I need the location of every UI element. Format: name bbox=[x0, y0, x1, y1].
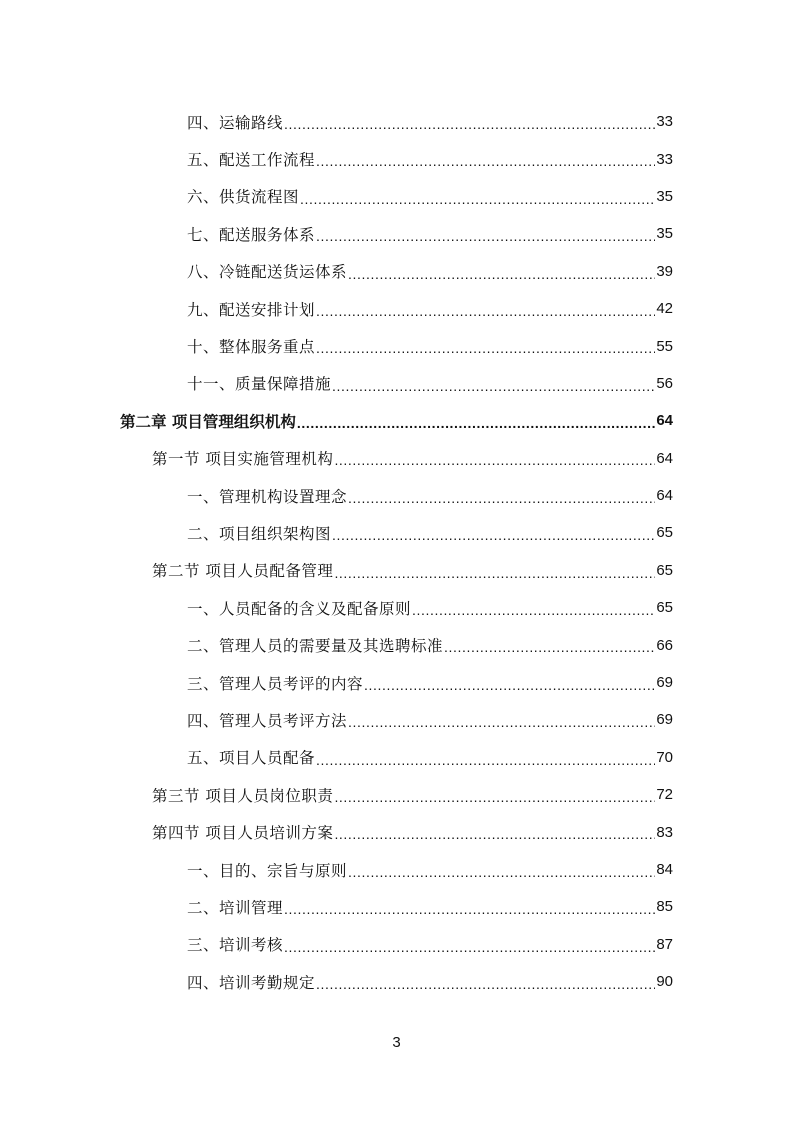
toc-dot-leader bbox=[348, 265, 655, 281]
toc-section-entry[interactable] bbox=[0, 813, 793, 850]
toc-entry-page: 70 bbox=[656, 748, 673, 766]
toc-entry[interactable] bbox=[0, 178, 793, 215]
toc-entry-page: 64 bbox=[656, 412, 673, 430]
toc-entry-page: 90 bbox=[656, 973, 673, 991]
toc-dot-leader bbox=[297, 414, 655, 430]
toc-entry[interactable] bbox=[0, 664, 793, 701]
toc-entry-page: 64 bbox=[656, 449, 673, 467]
toc-entry-page: 84 bbox=[656, 861, 673, 878]
toc-dot-leader bbox=[348, 713, 655, 729]
toc-entry-title: 第二节 项目人员配备管理 bbox=[152, 562, 334, 581]
toc-entry[interactable] bbox=[0, 477, 793, 514]
toc-entry-page: 64 bbox=[656, 487, 673, 505]
toc-entry[interactable] bbox=[0, 365, 793, 402]
toc-dot-leader bbox=[284, 938, 655, 954]
toc-entry-title: 四、运输路线 bbox=[187, 113, 284, 132]
toc-dot-leader bbox=[316, 302, 655, 318]
toc-dot-leader bbox=[316, 751, 655, 767]
toc-entry-page: 56 bbox=[656, 374, 673, 392]
toc-entry-title: 三、管理人员考评的内容 bbox=[187, 674, 364, 693]
toc-entry[interactable] bbox=[0, 963, 793, 1000]
toc-entry-title: 一、管理机构设置理念 bbox=[187, 487, 348, 506]
toc-entry-page: 83 bbox=[656, 823, 673, 841]
toc-entry-title: 六、供货流程图 bbox=[187, 188, 300, 207]
toc-entry-page: 65 bbox=[656, 524, 673, 542]
toc-entry-title: 二、项目组织架构图 bbox=[187, 524, 332, 543]
toc-entry-page: 69 bbox=[656, 674, 673, 692]
toc-dot-leader bbox=[334, 451, 655, 467]
toc-entry[interactable] bbox=[0, 626, 793, 663]
toc-dot-leader bbox=[334, 825, 655, 841]
toc-entry[interactable] bbox=[0, 888, 793, 925]
toc-dot-leader bbox=[316, 227, 655, 243]
toc-dot-leader bbox=[348, 489, 655, 505]
toc-dot-leader bbox=[316, 152, 655, 168]
toc-entry-page: 42 bbox=[656, 300, 673, 318]
toc-entry-page: 85 bbox=[656, 898, 673, 916]
toc-dot-leader bbox=[332, 377, 655, 393]
toc-entry-page: 65 bbox=[656, 599, 673, 617]
toc-entry[interactable] bbox=[0, 851, 793, 888]
toc-entry-title: 九、配送安排计划 bbox=[187, 300, 316, 319]
toc-entry[interactable] bbox=[0, 926, 793, 963]
toc-dot-leader bbox=[412, 601, 655, 617]
toc-entry-page: 87 bbox=[656, 935, 673, 953]
toc-entry-title: 五、项目人员配备 bbox=[187, 749, 316, 768]
toc-entry-title: 四、管理人员考评方法 bbox=[187, 711, 348, 730]
toc-entry[interactable] bbox=[0, 103, 793, 140]
toc-entry-page: 33 bbox=[656, 113, 673, 131]
toc-dot-leader bbox=[284, 115, 655, 131]
toc-entry-title: 一、人员配备的含义及配备原则 bbox=[187, 599, 412, 618]
toc-dot-leader bbox=[348, 863, 655, 879]
toc-chapter-entry[interactable] bbox=[0, 402, 793, 439]
toc-entry-title: 二、培训管理 bbox=[187, 898, 284, 917]
toc-dot-leader bbox=[334, 564, 655, 580]
toc-entry-title: 四、培训考勤规定 bbox=[187, 973, 316, 992]
toc-entry[interactable] bbox=[0, 140, 793, 177]
toc-entry-title: 第三节 项目人员岗位职责 bbox=[152, 786, 334, 805]
toc-dot-leader bbox=[444, 638, 655, 654]
toc-entry[interactable] bbox=[0, 215, 793, 252]
toc-entry-title: 十、整体服务重点 bbox=[187, 338, 316, 357]
toc-dot-leader bbox=[364, 676, 655, 692]
toc-entry-title: 八、冷链配送货运体系 bbox=[187, 263, 348, 282]
toc-entry-page: 33 bbox=[656, 150, 673, 168]
toc-entry[interactable] bbox=[0, 327, 793, 364]
toc-entry-title: 第二章 项目管理组织机构 bbox=[120, 412, 296, 431]
toc-entry[interactable] bbox=[0, 290, 793, 327]
toc-entry-title: 七、配送服务体系 bbox=[187, 225, 316, 244]
toc-entry-title: 第四节 项目人员培训方案 bbox=[152, 824, 334, 843]
toc-dot-leader bbox=[300, 190, 655, 206]
page-number: 3 bbox=[392, 1034, 401, 1051]
toc-section-entry[interactable] bbox=[0, 776, 793, 813]
toc-entry-title: 三、培训考核 bbox=[187, 936, 284, 955]
toc-entry-page: 72 bbox=[656, 786, 673, 804]
toc-dot-leader bbox=[334, 788, 655, 804]
toc-dot-leader bbox=[316, 339, 655, 355]
toc-entry[interactable] bbox=[0, 701, 793, 738]
toc-entry-page: 35 bbox=[656, 187, 673, 205]
toc-entry-page: 35 bbox=[656, 225, 673, 243]
toc-section-entry[interactable] bbox=[0, 440, 793, 477]
toc-dot-leader bbox=[284, 900, 655, 916]
toc-entry-title: 五、配送工作流程 bbox=[187, 151, 316, 170]
toc-entry[interactable] bbox=[0, 253, 793, 290]
toc-dot-leader bbox=[316, 975, 655, 991]
toc-entry-page: 66 bbox=[656, 636, 673, 654]
toc-section-entry[interactable] bbox=[0, 552, 793, 589]
toc-dot-leader bbox=[332, 526, 655, 542]
toc-entry-title: 第一节 项目实施管理机构 bbox=[152, 450, 334, 469]
toc-entry-title: 十一、质量保障措施 bbox=[187, 375, 332, 394]
toc-entry-title: 二、管理人员的需要量及其选聘标准 bbox=[187, 637, 444, 656]
toc-entry-page: 65 bbox=[656, 561, 673, 579]
toc-entry-title: 一、目的、宗旨与原则 bbox=[187, 861, 348, 880]
toc-entry[interactable] bbox=[0, 589, 793, 626]
toc-entry-page: 69 bbox=[656, 711, 673, 729]
toc-entry-page: 55 bbox=[656, 337, 673, 355]
table-of-contents bbox=[0, 103, 793, 1000]
toc-entry[interactable] bbox=[0, 514, 793, 551]
toc-entry[interactable] bbox=[0, 739, 793, 776]
toc-entry-page: 39 bbox=[656, 262, 673, 280]
